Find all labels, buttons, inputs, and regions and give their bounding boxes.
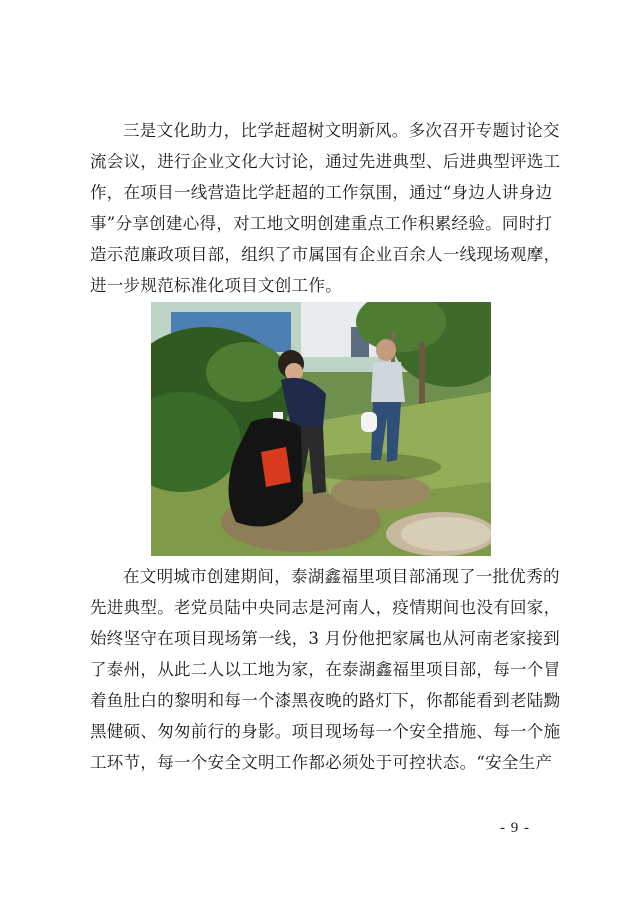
body-paragraph-2	[90, 561, 561, 778]
photo-workers-cleaning-lawn	[151, 302, 491, 556]
body-paragraph-1	[90, 115, 561, 301]
page-number: - 9 -	[500, 820, 530, 836]
paragraph-line: 先进典型。老党员陆中央同志是河南人，疫情期间也没有回家，	[90, 598, 561, 617]
paragraph-line: 着鱼肚白的黎明和每一个漆黑夜晚的路灯下，你都能看到老陆黝	[90, 691, 561, 710]
paragraph-line: 了泰州，从此二人以工地为家，在泰湖鑫福里项目部，每一个冒	[90, 660, 561, 679]
paragraph-line: 黑健硕、匆匆前行的身影。项目现场每一个安全措施、每一个施	[90, 722, 561, 741]
paragraph-line: 流会议，进行企业文化大讨论，通过先进典型、后进典型评选工	[90, 152, 561, 171]
paragraph-line: 三是文化助力，比学赶超树文明新风。多次召开专题讨论交	[123, 121, 560, 140]
paragraph-line: 进一步规范标准化项目文创工作。	[90, 276, 342, 295]
paragraph-line: 在文明城市创建期间，泰湖鑫福里项目部涌现了一批优秀的	[123, 567, 560, 586]
paragraph-line: 事”分享创建心得，对工地文明创建重点工作积累经验。同时打	[90, 214, 553, 233]
paragraph-line: 工环节，每一个安全文明工作都必须处于可控状态。“安全生产	[90, 753, 553, 772]
paragraph-line: 作，在项目一线营造比学赶超的工作氛围，通过“身边人讲身边	[90, 183, 553, 202]
paragraph-line: 造示范廉政项目部，组织了市属国有企业百余人一线现场观摩，	[90, 245, 561, 264]
paragraph-line: 始终坚守在项目现场第一线，3 月份他把家属也从河南老家接到	[90, 629, 560, 648]
